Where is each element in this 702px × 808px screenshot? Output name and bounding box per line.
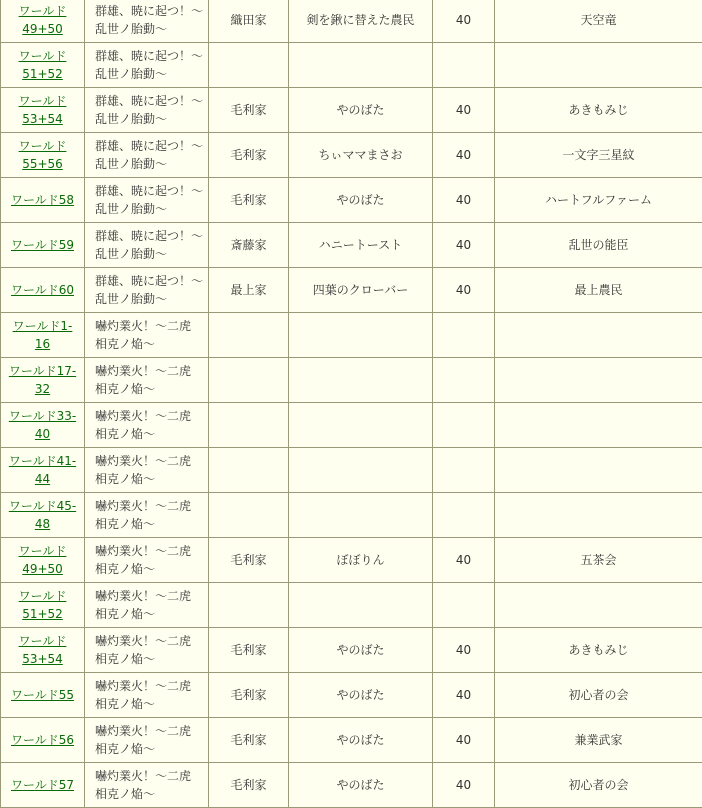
world-link-line1: ワールド59 bbox=[10, 238, 75, 252]
level-cell bbox=[433, 313, 495, 358]
world-cell bbox=[1, 268, 85, 313]
clan-cell: 毛利家 bbox=[209, 718, 289, 763]
title-cell: 最上農民 bbox=[495, 268, 702, 313]
event-name-line2: 乱世ノ胎動～ bbox=[95, 22, 168, 36]
table-row bbox=[1, 268, 702, 313]
event-name-line2: 相克ノ焔～ bbox=[95, 427, 156, 441]
title-cell: ハートフルファーム bbox=[495, 178, 702, 223]
level-cell: 40 bbox=[433, 133, 495, 178]
world-link-line1: ワールド bbox=[18, 49, 67, 63]
player-name-cell bbox=[289, 493, 433, 538]
table-row bbox=[1, 0, 702, 43]
table-row bbox=[1, 628, 702, 673]
event-name-line1: 嚇灼業火！～二虎 bbox=[95, 544, 192, 558]
title-cell bbox=[495, 358, 702, 403]
world-link-line1: ワールド bbox=[18, 94, 67, 108]
clan-cell bbox=[209, 43, 289, 88]
clan-cell bbox=[209, 403, 289, 448]
world-cell bbox=[1, 718, 85, 763]
clan-cell: 織田家 bbox=[209, 0, 289, 43]
event-name-line1: 嚇灼業火！～二虎 bbox=[95, 499, 192, 513]
world-link[interactable] bbox=[11, 688, 74, 702]
table-row bbox=[1, 133, 702, 178]
world-cell bbox=[1, 448, 85, 493]
event-name-line2: 相克ノ焔～ bbox=[95, 652, 156, 666]
world-link-line2: 40 bbox=[34, 427, 51, 441]
clan-cell: 毛利家 bbox=[209, 88, 289, 133]
level-cell: 40 bbox=[433, 538, 495, 583]
world-link[interactable] bbox=[19, 139, 67, 171]
level-cell: 40 bbox=[433, 223, 495, 268]
event-name-line2: 相克ノ焔～ bbox=[95, 742, 156, 756]
event-name-line1: 群雄、暁に起つ！～ bbox=[95, 274, 204, 288]
world-link[interactable] bbox=[19, 544, 67, 576]
event-cell bbox=[85, 493, 209, 538]
table-row bbox=[1, 448, 702, 493]
title-cell: あきもみじ bbox=[495, 88, 702, 133]
table-row bbox=[1, 358, 702, 403]
table-row bbox=[1, 43, 702, 88]
world-link-line1: ワールド56 bbox=[10, 733, 75, 747]
world-link-line2: 51+52 bbox=[22, 67, 63, 81]
level-cell: 40 bbox=[433, 178, 495, 223]
world-link-line2: 44 bbox=[34, 472, 51, 486]
world-link-line1: ワールド33- bbox=[8, 409, 77, 423]
table-row bbox=[1, 583, 702, 628]
world-link-line1: ワールド17- bbox=[8, 364, 77, 378]
table-row bbox=[1, 673, 702, 718]
world-link-line1: ワールド bbox=[18, 634, 67, 648]
world-link[interactable] bbox=[19, 49, 67, 81]
world-cell bbox=[1, 628, 85, 673]
event-name-line1: 嚇灼業火！～二虎 bbox=[95, 409, 192, 423]
world-link-line1: ワールド1- bbox=[12, 319, 73, 333]
world-cell bbox=[1, 493, 85, 538]
level-cell: 40 bbox=[433, 88, 495, 133]
clan-cell: 毛利家 bbox=[209, 628, 289, 673]
event-cell bbox=[85, 133, 209, 178]
clan-cell bbox=[209, 358, 289, 403]
event-name-line2: 相克ノ焔～ bbox=[95, 562, 156, 576]
world-link[interactable] bbox=[11, 733, 74, 747]
world-link[interactable] bbox=[9, 499, 76, 531]
world-link[interactable] bbox=[11, 778, 74, 792]
world-cell bbox=[1, 88, 85, 133]
clan-cell: 毛利家 bbox=[209, 763, 289, 808]
event-name-line1: 群雄、暁に起つ！～ bbox=[95, 49, 204, 63]
player-name-cell: やのばた bbox=[289, 88, 433, 133]
event-cell bbox=[85, 673, 209, 718]
table-row bbox=[1, 763, 702, 808]
ranking-table-body bbox=[1, 0, 702, 808]
event-name-line1: 群雄、暁に起つ！～ bbox=[95, 139, 204, 153]
event-name-line1: 嚇灼業火！～二虎 bbox=[95, 454, 192, 468]
event-name-line2: 乱世ノ胎動～ bbox=[95, 292, 168, 306]
event-name-line1: 嚇灼業火！～二虎 bbox=[95, 319, 192, 333]
title-cell bbox=[495, 448, 702, 493]
event-cell bbox=[85, 583, 209, 628]
title-cell bbox=[495, 313, 702, 358]
event-cell bbox=[85, 538, 209, 583]
title-cell bbox=[495, 403, 702, 448]
event-cell bbox=[85, 718, 209, 763]
world-cell bbox=[1, 43, 85, 88]
world-link-line1: ワールド45- bbox=[8, 499, 77, 513]
world-cell bbox=[1, 673, 85, 718]
world-link[interactable] bbox=[11, 238, 74, 252]
player-name-cell: やのばた bbox=[289, 628, 433, 673]
level-cell bbox=[433, 583, 495, 628]
event-cell bbox=[85, 0, 209, 43]
level-cell bbox=[433, 448, 495, 493]
event-name-line1: 嚇灼業火！～二虎 bbox=[95, 634, 192, 648]
event-cell bbox=[85, 43, 209, 88]
world-cell bbox=[1, 763, 85, 808]
world-cell bbox=[1, 0, 85, 43]
clan-cell bbox=[209, 448, 289, 493]
event-name-line1: 嚇灼業火！～二虎 bbox=[95, 724, 192, 738]
world-link[interactable] bbox=[19, 94, 67, 126]
world-link-line2: 49+50 bbox=[22, 22, 63, 36]
level-cell: 40 bbox=[433, 718, 495, 763]
player-name-cell: ちぃママまさお bbox=[289, 133, 433, 178]
table-row bbox=[1, 223, 702, 268]
player-name-cell bbox=[289, 583, 433, 628]
title-cell: 一文字三星紋 bbox=[495, 133, 702, 178]
title-cell: あきもみじ bbox=[495, 628, 702, 673]
title-cell bbox=[495, 493, 702, 538]
world-link-line2: 51+52 bbox=[22, 607, 63, 621]
player-name-cell: ハニートースト bbox=[289, 223, 433, 268]
world-link-line1: ワールド60 bbox=[10, 283, 75, 297]
event-name-line2: 乱世ノ胎動～ bbox=[95, 202, 168, 216]
event-name-line2: 相克ノ焔～ bbox=[95, 607, 156, 621]
clan-cell: 毛利家 bbox=[209, 538, 289, 583]
player-name-cell: やのばた bbox=[289, 718, 433, 763]
world-cell bbox=[1, 133, 85, 178]
event-name-line2: 乱世ノ胎動～ bbox=[95, 157, 168, 171]
world-link-line1: ワールド bbox=[18, 544, 67, 558]
event-name-line2: 相克ノ焔～ bbox=[95, 697, 156, 711]
world-link-line1: ワールド55 bbox=[10, 688, 75, 702]
player-name-cell: 四葉のクローバー bbox=[289, 268, 433, 313]
event-name-line1: 嚇灼業火！～二虎 bbox=[95, 679, 192, 693]
world-link[interactable] bbox=[13, 319, 73, 351]
world-link-line2: 32 bbox=[34, 382, 51, 396]
world-link-line1: ワールド41- bbox=[8, 454, 77, 468]
world-link[interactable] bbox=[11, 283, 74, 297]
event-name-line2: 相克ノ焔～ bbox=[95, 337, 156, 351]
world-link[interactable] bbox=[9, 409, 76, 441]
world-link[interactable] bbox=[19, 634, 67, 666]
player-name-cell: やのばた bbox=[289, 673, 433, 718]
clan-cell bbox=[209, 583, 289, 628]
world-link-line2: 53+54 bbox=[22, 652, 63, 666]
event-name-line1: 群雄、暁に起つ！～ bbox=[95, 229, 204, 243]
player-name-cell bbox=[289, 448, 433, 493]
world-cell bbox=[1, 358, 85, 403]
event-cell bbox=[85, 448, 209, 493]
world-cell bbox=[1, 178, 85, 223]
title-cell: 兼業武家 bbox=[495, 718, 702, 763]
world-link-line2: 48 bbox=[34, 517, 51, 531]
event-name-line1: 群雄、暁に起つ！～ bbox=[95, 4, 204, 18]
world-link-line2: 55+56 bbox=[22, 157, 63, 171]
player-name-cell bbox=[289, 403, 433, 448]
event-cell bbox=[85, 313, 209, 358]
player-name-cell bbox=[289, 313, 433, 358]
world-cell bbox=[1, 538, 85, 583]
world-link-line1: ワールド bbox=[18, 139, 67, 153]
level-cell bbox=[433, 493, 495, 538]
world-link-line2: 16 bbox=[34, 337, 51, 351]
clan-cell: 毛利家 bbox=[209, 133, 289, 178]
table-row bbox=[1, 313, 702, 358]
level-cell: 40 bbox=[433, 628, 495, 673]
title-cell: 乱世の能臣 bbox=[495, 223, 702, 268]
clan-cell: 毛利家 bbox=[209, 178, 289, 223]
player-name-cell: やのばた bbox=[289, 178, 433, 223]
world-link-line1: ワールド58 bbox=[10, 193, 75, 207]
event-name-line1: 群雄、暁に起つ！～ bbox=[95, 94, 204, 108]
player-name-cell: ぼぼりん bbox=[289, 538, 433, 583]
player-name-cell: 剣を鍬に替えた農民 bbox=[289, 0, 433, 43]
clan-cell bbox=[209, 313, 289, 358]
event-name-line2: 乱世ノ胎動～ bbox=[95, 67, 168, 81]
level-cell: 40 bbox=[433, 673, 495, 718]
table-row bbox=[1, 88, 702, 133]
title-cell: 天空竜 bbox=[495, 0, 702, 43]
title-cell bbox=[495, 583, 702, 628]
event-cell bbox=[85, 178, 209, 223]
world-link-line1: ワールド57 bbox=[10, 778, 75, 792]
world-link[interactable] bbox=[11, 193, 74, 207]
world-link-line2: 53+54 bbox=[22, 112, 63, 126]
event-name-line1: 嚇灼業火！～二虎 bbox=[95, 364, 192, 378]
clan-cell: 斎藤家 bbox=[209, 223, 289, 268]
world-cell bbox=[1, 403, 85, 448]
event-name-line2: 乱世ノ胎動～ bbox=[95, 112, 168, 126]
event-cell bbox=[85, 268, 209, 313]
level-cell: 40 bbox=[433, 0, 495, 43]
clan-cell: 最上家 bbox=[209, 268, 289, 313]
event-cell bbox=[85, 88, 209, 133]
level-cell: 40 bbox=[433, 268, 495, 313]
event-name-line2: 相克ノ焔～ bbox=[95, 787, 156, 801]
event-cell bbox=[85, 403, 209, 448]
event-name-line1: 群雄、暁に起つ！～ bbox=[95, 184, 204, 198]
event-cell bbox=[85, 763, 209, 808]
table-row bbox=[1, 178, 702, 223]
clan-cell bbox=[209, 493, 289, 538]
world-cell bbox=[1, 313, 85, 358]
player-name-cell: やのばた bbox=[289, 763, 433, 808]
level-cell bbox=[433, 358, 495, 403]
event-cell bbox=[85, 358, 209, 403]
world-link[interactable] bbox=[19, 4, 67, 36]
event-name-line1: 嚇灼業火！～二虎 bbox=[95, 769, 192, 783]
clan-cell: 毛利家 bbox=[209, 673, 289, 718]
title-cell bbox=[495, 43, 702, 88]
event-name-line2: 乱世ノ胎動～ bbox=[95, 247, 168, 261]
world-cell bbox=[1, 223, 85, 268]
table-row bbox=[1, 538, 702, 583]
event-name-line2: 相克ノ焔～ bbox=[95, 472, 156, 486]
event-name-line2: 相克ノ焔～ bbox=[95, 382, 156, 396]
world-cell bbox=[1, 583, 85, 628]
level-cell bbox=[433, 403, 495, 448]
world-link[interactable] bbox=[19, 589, 67, 621]
title-cell: 五茶会 bbox=[495, 538, 702, 583]
event-name-line2: 相克ノ焔～ bbox=[95, 517, 156, 531]
event-cell bbox=[85, 628, 209, 673]
player-name-cell bbox=[289, 358, 433, 403]
world-link-line1: ワールド bbox=[18, 4, 67, 18]
title-cell: 初心者の会 bbox=[495, 763, 702, 808]
table-row bbox=[1, 403, 702, 448]
world-link-line2: 49+50 bbox=[22, 562, 63, 576]
world-link[interactable] bbox=[9, 364, 76, 396]
world-link[interactable] bbox=[9, 454, 76, 486]
table-row bbox=[1, 718, 702, 763]
event-name-line1: 嚇灼業火！～二虎 bbox=[95, 589, 192, 603]
level-cell: 40 bbox=[433, 763, 495, 808]
level-cell bbox=[433, 43, 495, 88]
table-row bbox=[1, 493, 702, 538]
title-cell: 初心者の会 bbox=[495, 673, 702, 718]
event-cell bbox=[85, 223, 209, 268]
player-name-cell bbox=[289, 43, 433, 88]
world-link-line1: ワールド bbox=[18, 589, 67, 603]
